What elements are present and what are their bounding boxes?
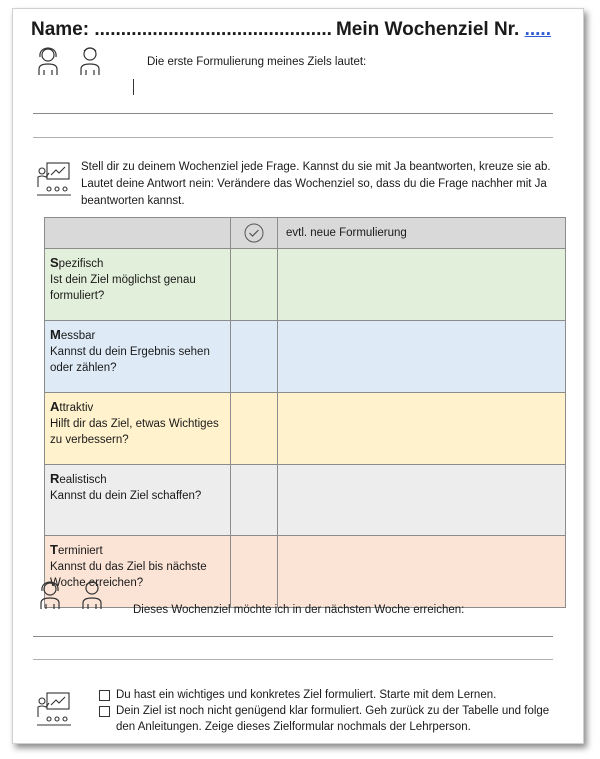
goal-title: [336, 19, 551, 41]
table-row: [45, 536, 566, 608]
table-row: [45, 465, 566, 536]
name-field-label[interactable]: Name: .............................................: [31, 19, 332, 40]
new-wording-cell[interactable]: [278, 249, 566, 321]
check-cell[interactable]: [231, 393, 278, 465]
worksheet-page: [12, 8, 584, 744]
student-boy-icon: [79, 578, 105, 611]
check-cell[interactable]: [231, 249, 278, 321]
criterion-specific: Spezifisch Ist dein Ziel möglichst genau formuliert?: [45, 249, 231, 321]
checklist-text: Dein Ziel ist noch nicht genügend klar formuliert. Geh zurück zu der Tabelle und folge den Anleitungen. Zeige dieses Zielformular nochmals der Lehrperson.: [116, 705, 550, 733]
checklist-text: Du hast ein wichtiges und konkretes Ziel formuliert. Starte mit dem Lernen.: [116, 689, 497, 701]
student-girl-icon: [37, 579, 63, 611]
final-goal-answer-line[interactable]: [33, 636, 553, 637]
final-goal-prompt: Dieses Wochenziel möchte ich in der nächsten Woche erreichen:: [133, 604, 465, 616]
checkbox[interactable]: [99, 690, 110, 701]
text-cursor: [133, 79, 134, 95]
final-checklist: [99, 687, 569, 735]
criterion-measurable: Messbar Kannst du dein Ergebnis sehen oder zählen?: [45, 321, 231, 393]
student-girl-icon: [35, 45, 61, 77]
header-check-cell: [231, 218, 278, 249]
new-wording-cell[interactable]: [278, 465, 566, 536]
criterion-question: Kannst du dein Ziel schaffen?: [50, 490, 202, 502]
smart-criteria-table: [44, 217, 566, 608]
goal-title-text: Mein Wochenziel Nr.: [335, 19, 520, 40]
teacher-board-icon: [35, 691, 73, 727]
criterion-question: Hilft dir das Ziel, etwas Wichtiges zu verbessern?: [50, 418, 219, 446]
criterion-time-bound: Terminiert Kannst du das Ziel bis nächste Woche erreichen?: [45, 536, 231, 608]
checkbox[interactable]: [99, 706, 110, 717]
check-cell[interactable]: [231, 536, 278, 608]
checklist-item-ready[interactable]: [99, 687, 569, 703]
header-criteria-cell: [45, 218, 231, 249]
check-circle-icon: [243, 222, 265, 244]
table-row: [45, 249, 566, 321]
first-goal-answer-line[interactable]: [33, 113, 553, 114]
new-wording-cell[interactable]: [278, 393, 566, 465]
header: [31, 17, 571, 43]
criterion-attractive: Attraktiv Hilft dir das Ziel, etwas Wichtiges zu verbessern?: [45, 393, 231, 465]
student-boy-icon: [77, 44, 103, 77]
table-row: [45, 321, 566, 393]
first-goal-prompt: Die erste Formulierung meines Ziels lautet:: [147, 56, 367, 68]
divider: [33, 137, 553, 138]
criterion-question: Ist dein Ziel möglichst genau formuliert?: [50, 274, 196, 302]
teacher-board-icon: [35, 161, 73, 197]
criterion-question: Kannst du das Ziel bis nächste Woche erreichen?: [50, 561, 207, 589]
new-wording-cell[interactable]: [278, 321, 566, 393]
check-cell[interactable]: [231, 321, 278, 393]
table-row: [45, 393, 566, 465]
criterion-realistic: Realistisch Kannst du dein Ziel schaffen?: [45, 465, 231, 536]
criterion-question: Kannst du dein Ergebnis sehen oder zählen?: [50, 346, 210, 374]
header-new-wording: evtl. neue Formulierung: [278, 218, 566, 249]
table-header-row: [45, 218, 566, 249]
instructions-text: Stell dir zu deinem Wochenziel jede Frage. Kannst du sie mit Ja beantworten, kreuze sie ab. Lautet deine Antwort nein: Verändere das Wochenziel so, dass du die Frage nachher mit Ja beantworten kannst.: [81, 161, 551, 207]
new-wording-cell[interactable]: [278, 536, 566, 608]
divider: [33, 659, 553, 660]
check-cell[interactable]: [231, 465, 278, 536]
goal-number-field[interactable]: .....: [524, 19, 551, 40]
checklist-item-revise[interactable]: [99, 703, 569, 735]
